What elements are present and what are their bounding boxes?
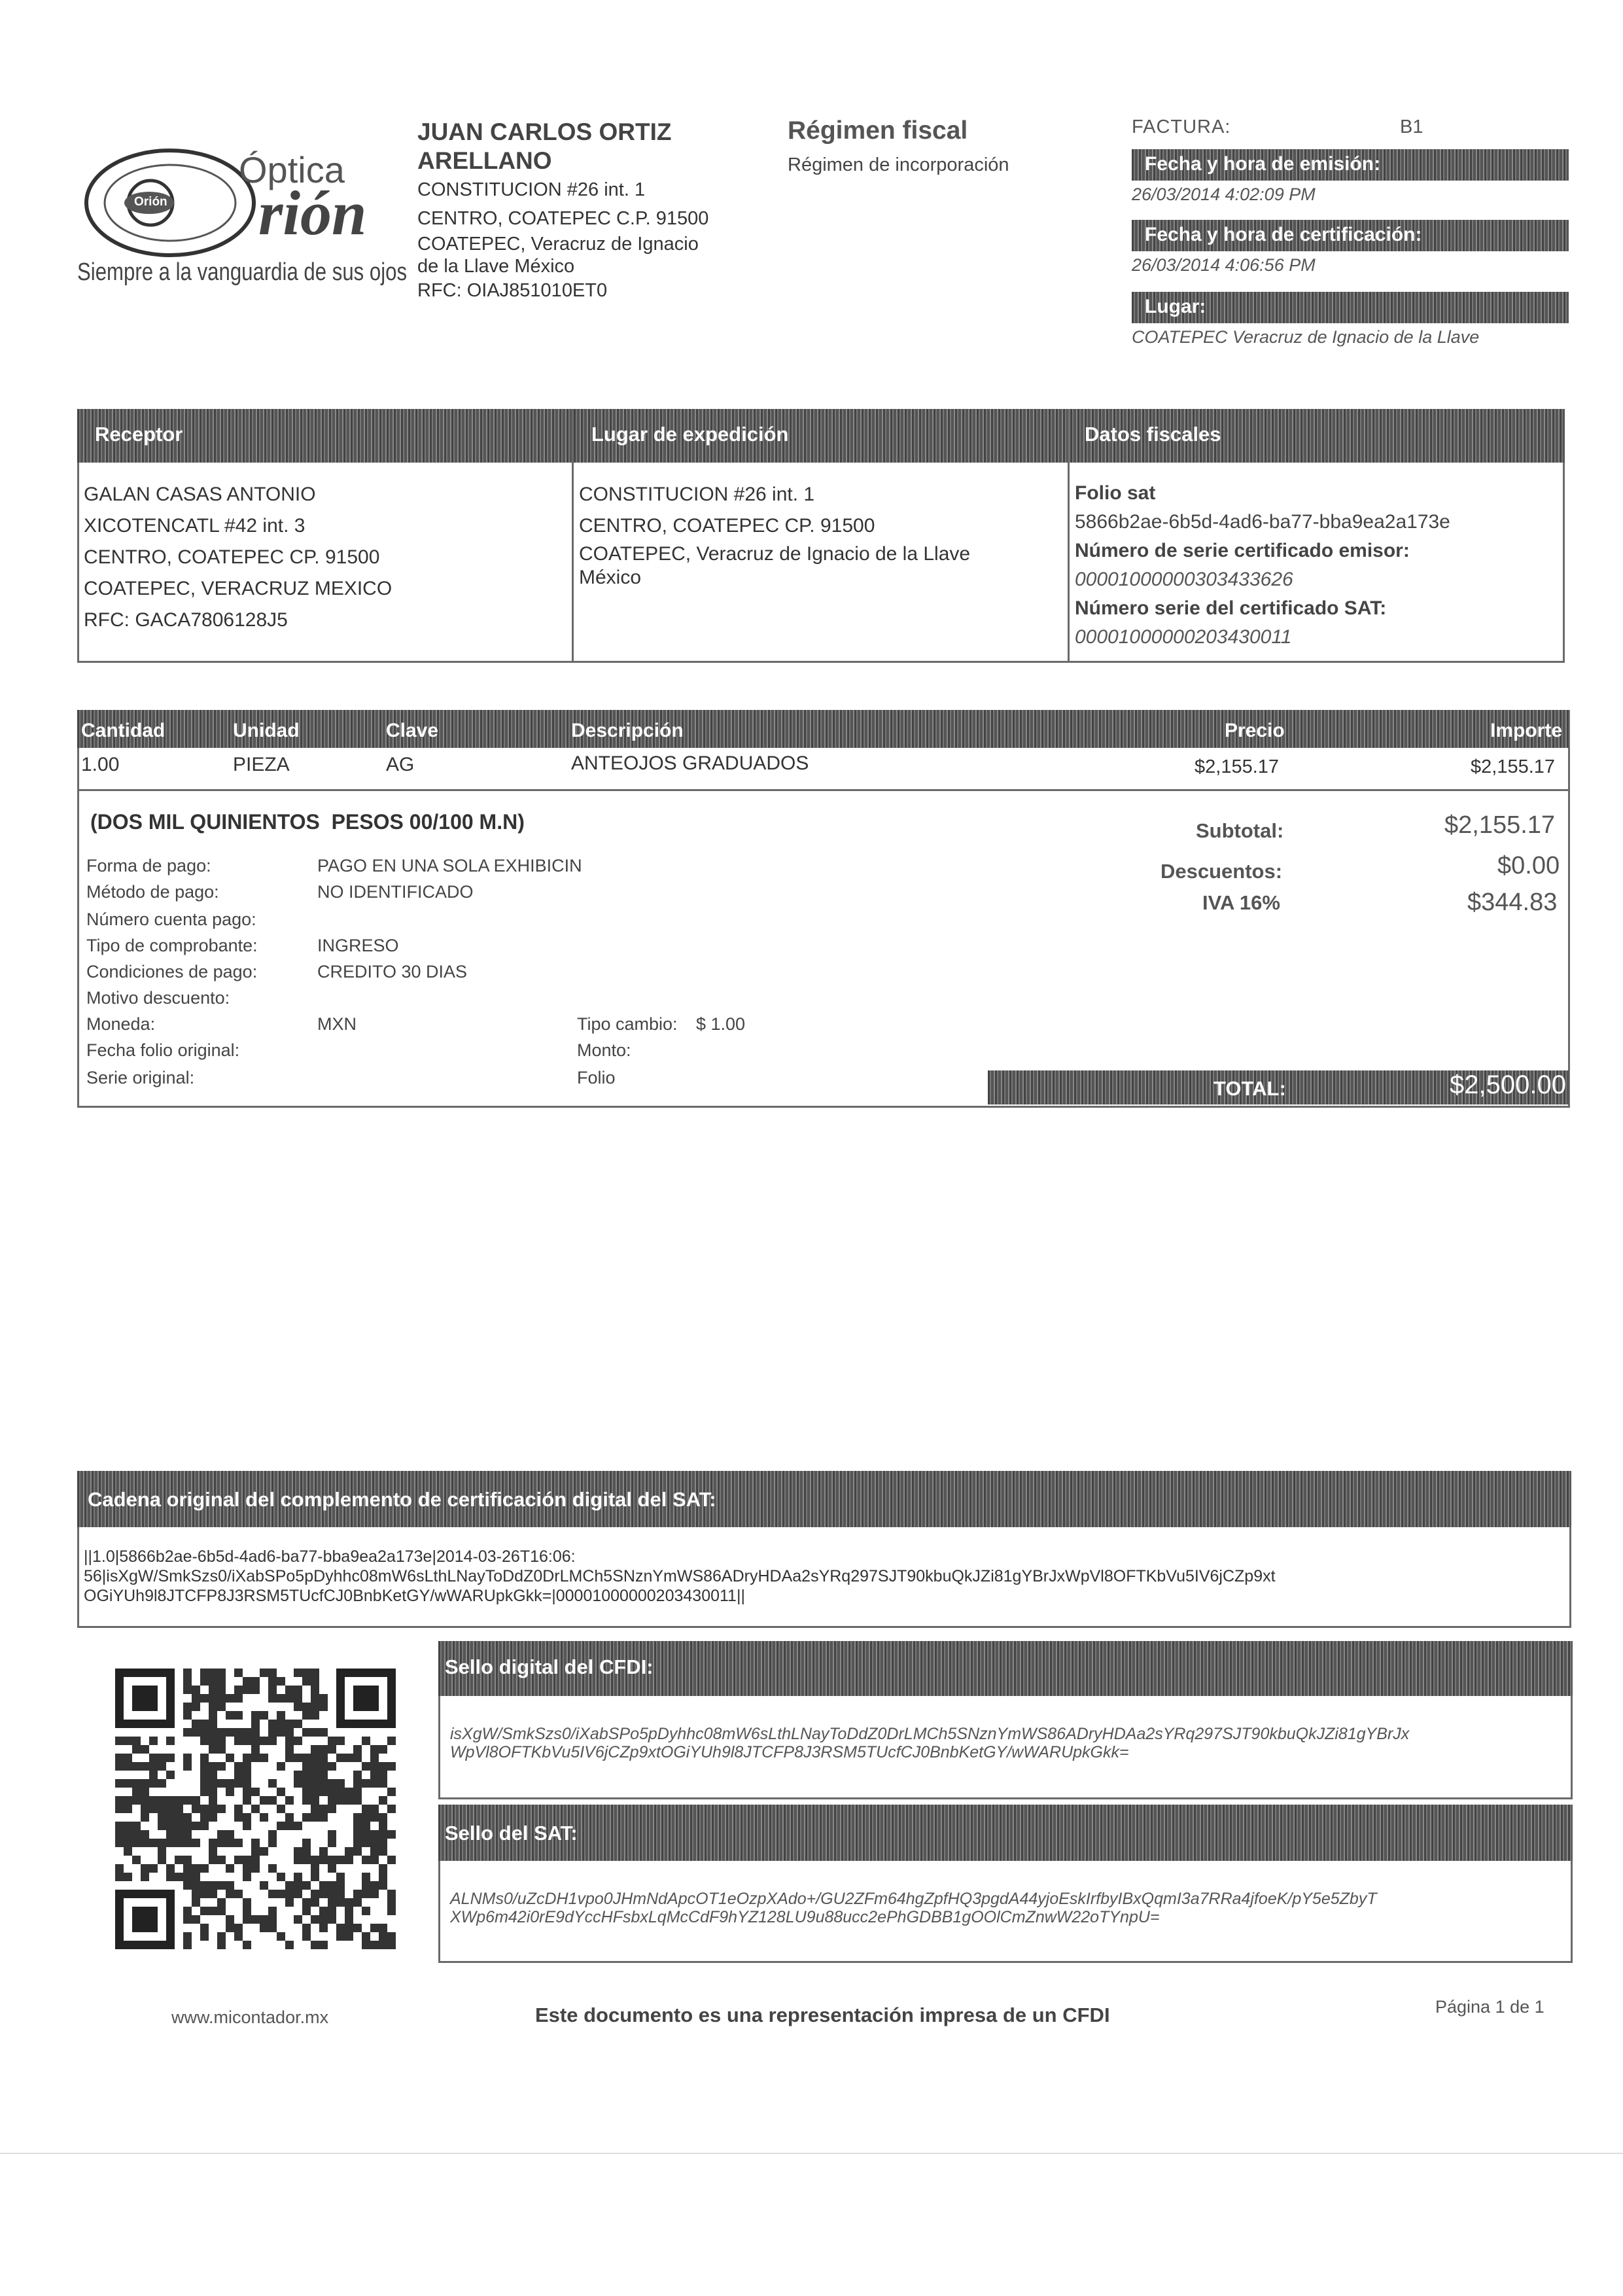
- qr-code: [115, 1669, 410, 1969]
- tipo-comprobante-label: Tipo de comprobante:: [86, 936, 258, 955]
- regime-title: Régimen fiscal: [788, 116, 968, 145]
- footer-website: www.micontador.mx: [171, 2007, 329, 2027]
- iva-value: $344.83: [1467, 889, 1558, 916]
- footer-note: Este documento es una representación impresa de un CFDI: [535, 2004, 1110, 2026]
- sello-cfdi-line-2: WpVl8OFTKbVu5IV6jCZp9xtOGiYUh9l8JTCFP8J3RSM5TUcfCJ0BnbKetGY/wWARUpkGkk=: [450, 1743, 1129, 1761]
- footer-page: Página 1 de 1: [1435, 1997, 1544, 2017]
- parties-header-bar: [77, 409, 1565, 463]
- sello-cfdi-text: [450, 1725, 1409, 1761]
- lugar-header: [1132, 292, 1569, 323]
- forma-pago-label: Forma de pago:: [86, 856, 211, 875]
- receptor-block: [84, 479, 392, 636]
- total-value: $2,500.00: [1450, 1070, 1566, 1099]
- cadena-line-1: ||1.0|5866b2ae-6b5d-4ad6-ba77-bba9ea2a173e|2014-03-26T16:06:: [84, 1547, 576, 1566]
- condiciones-value: CREDITO 30 DIAS: [317, 962, 468, 981]
- expedicion-address-3: COATEPEC, Veracruz de Ignacio de la Llave: [579, 543, 971, 565]
- receptor-rfc: RFC: GACA7806128J5: [84, 609, 288, 631]
- company-logo: [72, 141, 412, 304]
- col-descripcion-header: Descripción: [571, 720, 684, 741]
- row-descripcion: ANTEOJOS GRADUADOS: [571, 752, 809, 774]
- serie-emisor-label: Número de serie certificado emisor:: [1075, 540, 1410, 561]
- expedicion-address-1: CONSTITUCION #26 int. 1: [579, 484, 815, 505]
- parties-divider-1: [572, 409, 574, 663]
- cadena-text: [84, 1547, 1276, 1606]
- items-header-bar: [77, 710, 1570, 748]
- sello-sat-text: [450, 1890, 1377, 1926]
- sello-sat-line-2: XWp6m42i0rE9dYccHFsbxLqMcCdF9hYZ128LU9u88ucc2ePhGDBB1gOOlCmZnwW22oTYnpU=: [450, 1908, 1160, 1926]
- parties-divider-2: [1068, 409, 1070, 663]
- certificacion-value: 26/03/2014 4:06:56 PM: [1132, 255, 1316, 275]
- serie-original-label: Serie original:: [86, 1068, 195, 1087]
- forma-pago-value: PAGO EN UNA SOLA EXHIBICIN: [317, 856, 582, 875]
- metodo-pago-value: NO IDENTIFICADO: [317, 882, 474, 902]
- folio-sat-value: 5866b2ae-6b5d-4ad6-ba77-bba9ea2a173e: [1075, 511, 1450, 533]
- table-row: [77, 750, 1570, 791]
- cuenta-pago-label: Número cuenta pago:: [86, 910, 256, 929]
- certificacion-header: [1132, 220, 1569, 251]
- emision-value: 26/03/2014 4:02:09 PM: [1132, 185, 1316, 204]
- fecha-folio-label: Fecha folio original:: [86, 1040, 240, 1060]
- tipo-cambio-label: Tipo cambio:: [577, 1014, 678, 1034]
- row-importe: $2,155.17: [1471, 756, 1556, 777]
- logo-brand-main: rión: [258, 178, 367, 248]
- folio-label: Folio: [577, 1068, 616, 1087]
- motivo-descuento-label: Motivo descuento:: [86, 988, 230, 1008]
- serie-sat-label: Número serie del certificado SAT:: [1075, 597, 1387, 619]
- qr-code-icon: [115, 1669, 410, 1969]
- col-precio-header: Precio: [1225, 720, 1285, 741]
- amount-in-words: (DOS MIL QUINIENTOS PESOS 00/100 M.N): [90, 810, 525, 834]
- sello-sat-header: Sello del SAT:: [445, 1822, 578, 1845]
- monto-label: Monto:: [577, 1040, 631, 1060]
- cadena-header: Cadena original del complemento de certificación digital del SAT:: [88, 1488, 716, 1511]
- sello-cfdi-line-1: isXgW/SmkSzs0/iXabSPo5pDyhhc08mW6sLthLNayToDdZ0DrLMCh5SNznYmWS86ADryHDAa2sYRq297SJT90kbuQkJZi81gYBrJx: [450, 1725, 1410, 1743]
- issuer-address-1: CONSTITUCION #26 int. 1: [417, 179, 646, 200]
- expedicion-header: Lugar de expedición: [591, 423, 789, 446]
- logo-badge: Orión: [134, 195, 167, 209]
- col-importe-header: Importe: [1490, 720, 1563, 741]
- expedicion-address-2: CENTRO, COATEPEC CP. 91500: [579, 515, 875, 537]
- issuer-address-4: de la Llave México: [417, 256, 575, 277]
- sello-sat-line-1: ALNMs0/uZcDH1vpo0JHmNdApcOT1eOzpXAdo+/GU2ZFm64hgZpfHQ3pgdA44yjoEskIrfbyIBxQqmI3a7RRa4jfoeK/pY5e5ZbyT: [450, 1890, 1377, 1908]
- condiciones-label: Condiciones de pago:: [86, 962, 258, 981]
- fiscal-block: [1075, 479, 1450, 652]
- emision-label: Fecha y hora de emisión:: [1145, 153, 1381, 175]
- tipo-comprobante-value: INGRESO: [317, 936, 399, 955]
- emision-header: [1132, 149, 1569, 181]
- tipo-cambio-value: $ 1.00: [696, 1014, 746, 1034]
- receptor-address-1: XICOTENCATL #42 int. 3: [84, 515, 305, 537]
- col-clave-header: Clave: [386, 720, 439, 741]
- folio-sat-label: Folio sat: [1075, 482, 1156, 504]
- descuentos-label: Descuentos:: [1161, 860, 1283, 883]
- cadena-line-3: OGiYUh9l8JTCFP8J3RSM5TUcfCJ0BnbKetGY/wWARUpkGkk=|00001000000203430011||: [84, 1587, 745, 1605]
- expedicion-address-4: México: [579, 567, 642, 588]
- col-unidad-header: Unidad: [233, 720, 300, 741]
- row-clave: AG: [386, 754, 415, 775]
- descuentos-value: $0.00: [1497, 852, 1560, 879]
- sello-sat-header-bar: [438, 1805, 1573, 1861]
- bottom-rule: [0, 2153, 1623, 2154]
- row-unidad: PIEZA: [233, 754, 290, 775]
- row-precio: $2,155.17: [1195, 756, 1280, 777]
- subtotal-value: $2,155.17: [1444, 811, 1556, 839]
- moneda-value: MXN: [317, 1014, 357, 1034]
- serie-sat-value: 00001000000203430011: [1075, 626, 1292, 648]
- issuer-rfc: RFC: OIAJ851010ET0: [417, 280, 608, 301]
- issuer-name: JUAN CARLOS ORTIZ: [417, 118, 672, 145]
- cadena-line-2: 56|isXgW/SmkSzs0/iXabSPo5pDyhhc08mW6sLthLNayToDdZ0DrLMCh5SNznYmWS86ADryHDAa2sYRq297SJT90kbuQkJZi81gYBrJxWpVl8OFTKbVu5IV6jCZp9xt: [84, 1567, 1276, 1585]
- receptor-address-2: CENTRO, COATEPEC CP. 91500: [84, 546, 380, 568]
- certificacion-label: Fecha y hora de certificación:: [1145, 224, 1422, 245]
- receptor-name: GALAN CASAS ANTONIO: [84, 484, 316, 505]
- factura-label: FACTURA:: [1132, 116, 1231, 137]
- serie-emisor-value: 00001000000303433626: [1075, 569, 1293, 590]
- logo-slogan: Siempre a la vanguardia de sus ojos: [77, 258, 408, 286]
- row-cantidad: 1.00: [81, 754, 120, 775]
- lugar-value: COATEPEC Veracruz de Ignacio de la Llave: [1132, 327, 1480, 347]
- issuer-address-3: COATEPEC, Veracruz de Ignacio: [417, 234, 699, 255]
- metodo-pago-label: Método de pago:: [86, 882, 219, 902]
- receptor-address-3: COATEPEC, VERACRUZ MEXICO: [84, 578, 393, 599]
- expedicion-block: [579, 479, 1063, 589]
- logo-brand-top: Óptica: [239, 149, 345, 190]
- sello-cfdi-header: Sello digital del CFDI:: [445, 1655, 654, 1678]
- regime-value: Régimen de incorporación: [788, 154, 1009, 175]
- issuer-name-2: ARELLANO: [417, 147, 552, 174]
- lugar-label: Lugar:: [1145, 296, 1206, 317]
- issuer-block: [417, 118, 771, 304]
- col-cantidad-header: Cantidad: [81, 720, 166, 741]
- fiscal-header: Datos fiscales: [1085, 423, 1221, 446]
- iva-label: IVA 16%: [1202, 891, 1280, 914]
- issuer-address-2: CENTRO, COATEPEC C.P. 91500: [417, 208, 709, 229]
- factura-value: B1: [1400, 116, 1423, 137]
- subtotal-label: Subtotal:: [1196, 819, 1284, 842]
- receptor-header: Receptor: [95, 423, 183, 446]
- moneda-label: Moneda:: [86, 1014, 156, 1034]
- total-label: TOTAL:: [1213, 1077, 1286, 1100]
